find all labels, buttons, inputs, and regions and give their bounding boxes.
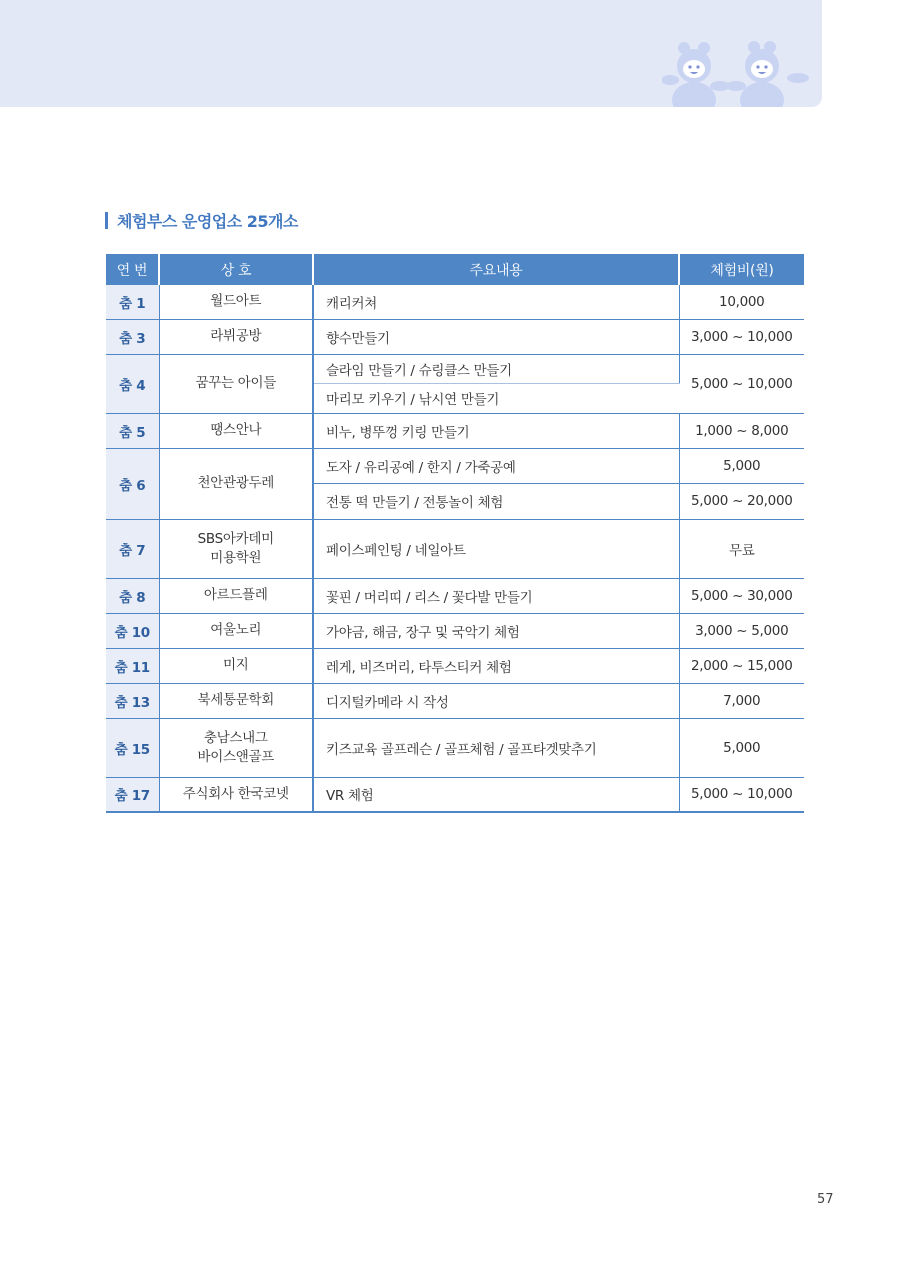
table-row bbox=[106, 718, 804, 777]
booth-name: 월드아트 bbox=[159, 285, 313, 319]
booth-number: 춤 6 bbox=[106, 448, 159, 519]
booth-name: 꿈꾸는 아이들 bbox=[159, 354, 313, 413]
booth-number: 춤 5 bbox=[106, 413, 159, 448]
booth-content: VR 체험 bbox=[313, 777, 679, 812]
booth-name: 땡스안나 bbox=[159, 413, 313, 448]
section-heading bbox=[105, 209, 298, 231]
booth-content: 가야금, 해금, 장구 및 국악기 체험 bbox=[313, 613, 679, 648]
booth-fee: 3,000 ~ 10,000 bbox=[679, 319, 804, 354]
booth-number: 춤 1 bbox=[106, 285, 159, 319]
booth-content: 키즈교육 골프레슨 / 골프체험 / 골프타겟맞추기 bbox=[313, 718, 679, 777]
booth-content: 레게, 비즈머리, 타투스티커 체험 bbox=[313, 648, 679, 683]
booth-number: 춤 13 bbox=[106, 683, 159, 718]
table-row bbox=[106, 319, 804, 354]
booth-content: 도자 / 유리공예 / 한지 / 가죽공예 bbox=[313, 448, 679, 483]
booth-content: 향수만들기 bbox=[313, 319, 679, 354]
table-row bbox=[106, 285, 804, 319]
mascot-illustration bbox=[662, 38, 816, 107]
page-number: 57 bbox=[817, 1192, 834, 1207]
booth-content: 디지털카메라 시 작성 bbox=[313, 683, 679, 718]
section-title: 체험부스 운영업소 25개소 bbox=[117, 211, 298, 231]
booth-fee: 1,000 ~ 8,000 bbox=[679, 413, 804, 448]
heading-bar bbox=[105, 212, 108, 229]
booth-number: 춤 10 bbox=[106, 613, 159, 648]
header-number: 연 번 bbox=[106, 254, 159, 285]
booth-name: 천안관광두레 bbox=[159, 448, 313, 519]
header-name: 상 호 bbox=[159, 254, 313, 285]
booth-name: 충남스내그 바이스앤골프 bbox=[159, 718, 313, 777]
header-content: 주요내용 bbox=[313, 254, 679, 285]
booth-content: 꽃핀 / 머리띠 / 리스 / 꽃다발 만들기 bbox=[313, 578, 679, 613]
booth-fee: 5,000 ~ 20,000 bbox=[679, 483, 804, 519]
booth-number: 춤 11 bbox=[106, 648, 159, 683]
booth-number: 춤 4 bbox=[106, 354, 159, 413]
table-row bbox=[106, 519, 804, 578]
booth-name: SBS아카데미 미용학원 bbox=[159, 519, 313, 578]
booth-number: 춤 17 bbox=[106, 777, 159, 812]
table-row bbox=[106, 683, 804, 718]
header-fee: 체험비(원) bbox=[679, 254, 804, 285]
booth-name: 주식회사 한국코넷 bbox=[159, 777, 313, 812]
booth-content: 마리모 키우기 / 낚시연 만들기 bbox=[313, 383, 679, 413]
booth-name: 북세통문학회 bbox=[159, 683, 313, 718]
booth-fee: 5,000 ~ 10,000 bbox=[679, 777, 804, 812]
booth-number: 춤 3 bbox=[106, 319, 159, 354]
table-row bbox=[106, 613, 804, 648]
booth-table bbox=[106, 254, 804, 813]
booth-number: 춤 15 bbox=[106, 718, 159, 777]
table-row bbox=[106, 578, 804, 613]
booth-content: 전통 떡 만들기 / 전통놀이 체험 bbox=[313, 483, 679, 519]
booth-content: 캐리커쳐 bbox=[313, 285, 679, 319]
booth-fee: 2,000 ~ 15,000 bbox=[679, 648, 804, 683]
booth-name: 미지 bbox=[159, 648, 313, 683]
table-row bbox=[106, 648, 804, 683]
booth-fee: 7,000 bbox=[679, 683, 804, 718]
booth-fee: 5,000 bbox=[679, 448, 804, 483]
table-row bbox=[106, 413, 804, 448]
table-header-row bbox=[106, 254, 804, 285]
header-band bbox=[0, 0, 822, 107]
table-row bbox=[106, 448, 804, 483]
booth-content: 슬라임 만들기 / 슈링클스 만들기 bbox=[313, 354, 679, 383]
booth-fee: 5,000 ~ 10,000 bbox=[679, 354, 804, 413]
booth-name: 아르드플레 bbox=[159, 578, 313, 613]
booth-content: 페이스페인팅 / 네일아트 bbox=[313, 519, 679, 578]
booth-name: 라뷔공방 bbox=[159, 319, 313, 354]
table-row bbox=[106, 354, 804, 383]
booth-fee: 5,000 ~ 30,000 bbox=[679, 578, 804, 613]
booth-fee: 무료 bbox=[679, 519, 804, 578]
booth-fee: 3,000 ~ 5,000 bbox=[679, 613, 804, 648]
booth-name: 여울노리 bbox=[159, 613, 313, 648]
table-row bbox=[106, 777, 804, 812]
booth-fee: 5,000 bbox=[679, 718, 804, 777]
booth-content: 비누, 병뚜껑 키링 만들기 bbox=[313, 413, 679, 448]
booth-fee: 10,000 bbox=[679, 285, 804, 319]
booth-number: 춤 7 bbox=[106, 519, 159, 578]
booth-number: 춤 8 bbox=[106, 578, 159, 613]
